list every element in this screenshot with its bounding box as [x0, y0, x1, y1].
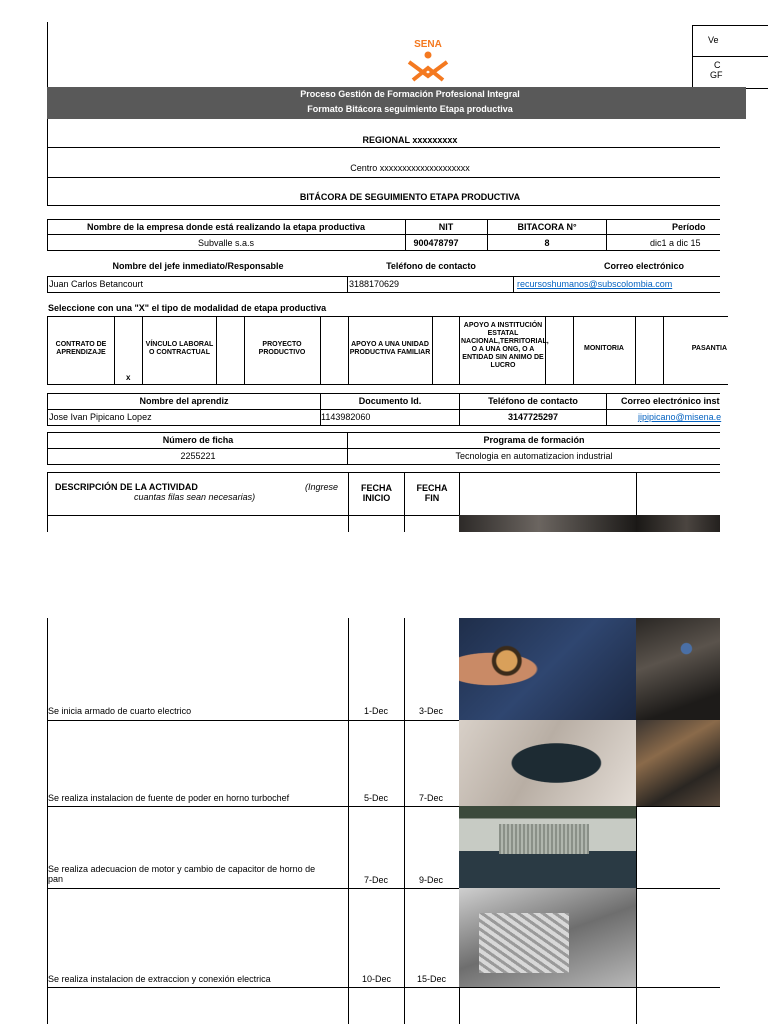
modality-option-institucion: APOYO A INSTITUCIÓN ESTATAL NACIONAL,TERRITORIAL, O A UNA ONG, O A ENTIDAD SIN ANIMO DE LUCRO: [461, 322, 549, 369]
modality-mark: x: [126, 373, 131, 382]
modality-option-aprendizaje: CONTRATO DE APRENDIZAJE: [55, 341, 107, 356]
modality-option-pasantia: PASANTIA: [691, 345, 727, 352]
version-label: Ve: [708, 35, 719, 45]
nit-header: NIT: [438, 222, 454, 232]
periodo-header: Período: [672, 222, 706, 232]
activity-photo-2b: [636, 720, 720, 806]
start-date-header-a: FECHA: [361, 483, 392, 493]
boss-email-link[interactable]: recursoshumanos@subscolombia.com: [517, 279, 673, 289]
document-title: BITÁCORA DE SEGUIMIENTO ETAPA PRODUCTIVA: [299, 192, 521, 202]
activity-desc-header: DESCRIPCIÓN DE LA ACTIVIDAD: [55, 482, 198, 492]
boss-name-header: Nombre del jefe inmediato/Responsable: [112, 261, 284, 271]
end-date-header-a: FECHA: [416, 483, 448, 493]
activity-desc-note-a: (Ingrese: [305, 482, 339, 492]
sena-logo: [403, 40, 453, 82]
periodo-value: dic1 a dic 15: [650, 238, 701, 248]
code-label-1: C: [714, 60, 721, 70]
activity-start-4: 10-Dec: [362, 974, 392, 984]
company-name: Subvalle s.a.s: [197, 238, 255, 248]
regional: REGIONAL xxxxxxxxx: [362, 135, 458, 145]
format-title: Formato Bitácora seguimiento Etapa productiva: [307, 104, 513, 114]
ficha-header: Número de ficha: [162, 435, 234, 445]
end-date-header-b: FIN: [424, 493, 440, 503]
boss-phone: 3188170629: [349, 279, 400, 289]
version-box: [692, 25, 768, 89]
activity-desc-2: Se realiza instalacion de fuente de poder en horno turbochef: [48, 793, 290, 803]
activity-photo-top-1: [459, 515, 636, 532]
boss-phone-header: Teléfono de contacto: [386, 261, 476, 271]
boss-email-header: Correo electrónico: [604, 261, 685, 271]
program-header: Programa de formación: [483, 435, 585, 445]
activity-end-1: 3-Dec: [419, 706, 444, 716]
activity-desc-4: Se realiza instalacion de extraccion y conexión electrica: [48, 974, 271, 984]
apprentice-name: Jose Ivan Pipicano Lopez: [49, 412, 152, 422]
apprentice-phone-header: Teléfono de contacto: [488, 396, 578, 406]
activity-photo-2a: [459, 720, 636, 806]
code-label-2: GF: [710, 70, 723, 80]
activity-desc-3b: pan: [48, 874, 64, 884]
activity-start-3: 7-Dec: [364, 875, 389, 885]
process-title: Proceso Gestión de Formación Profesional Integral: [300, 89, 520, 99]
activity-desc-3a: Se realiza adecuacion de motor y cambio de capacitor de horno de: [48, 864, 316, 874]
modality-option-vinculo: VÍNCULO LABORAL O CONTRACTUAL: [145, 341, 214, 356]
activity-desc-note-b: cuantas filas sean necesarias): [134, 492, 256, 502]
nit-value: 900478797: [413, 238, 459, 248]
apprentice-doc: 1143982060: [321, 412, 371, 422]
activity-photo-4: [459, 888, 636, 987]
modality-option-proyecto: PROYECTO PRODUCTIVO: [258, 341, 306, 356]
program-value: Tecnologia en automatizacion industrial: [455, 451, 613, 461]
sena-logo-icon: [403, 50, 453, 82]
modality-option-monitoria: MONITORIA: [584, 345, 624, 352]
activity-start-1: 1-Dec: [364, 706, 389, 716]
start-date-header-b: INICIO: [362, 493, 391, 503]
ficha-value: 2255221: [180, 451, 216, 461]
apprentice-doc-header: Documento Id.: [358, 396, 422, 406]
activity-photo-1a: [459, 618, 636, 720]
modality-option-unidad-familiar: APOYO A UNA UNIDAD PRODUCTIVA FAMILIAR: [349, 341, 431, 356]
modality-prompt: Seleccione con una "X" el tipo de modalidad de etapa productiva: [48, 303, 327, 313]
activity-end-4: 15-Dec: [417, 974, 447, 984]
apprentice-email-link[interactable]: jipipicano@misena.e: [638, 412, 722, 422]
boss-name: Juan Carlos Betancourt: [49, 279, 144, 289]
sena-logo-text: SENA: [414, 39, 442, 50]
bitacora-header: BITACORA N°: [517, 222, 577, 232]
apprentice-name-header: Nombre del aprendiz: [139, 396, 229, 406]
activity-desc-1: Se inicia armado de cuarto electrico: [48, 706, 192, 716]
company-header: Nombre de la empresa donde está realizando la etapa productiva: [86, 222, 366, 232]
activity-end-3: 9-Dec: [419, 875, 444, 885]
activity-photo-top-2: [636, 515, 720, 532]
activity-photo-3: [459, 806, 636, 888]
bitacora-value: 8: [544, 238, 550, 248]
apprentice-phone: 3147725297: [507, 412, 559, 422]
activity-start-2: 5-Dec: [364, 793, 389, 803]
apprentice-email-header: Correo electrónico inst: [621, 396, 720, 406]
centro: Centro xxxxxxxxxxxxxxxxxxxx: [350, 163, 470, 173]
activity-end-2: 7-Dec: [419, 793, 444, 803]
activity-photo-1b: [636, 618, 720, 720]
